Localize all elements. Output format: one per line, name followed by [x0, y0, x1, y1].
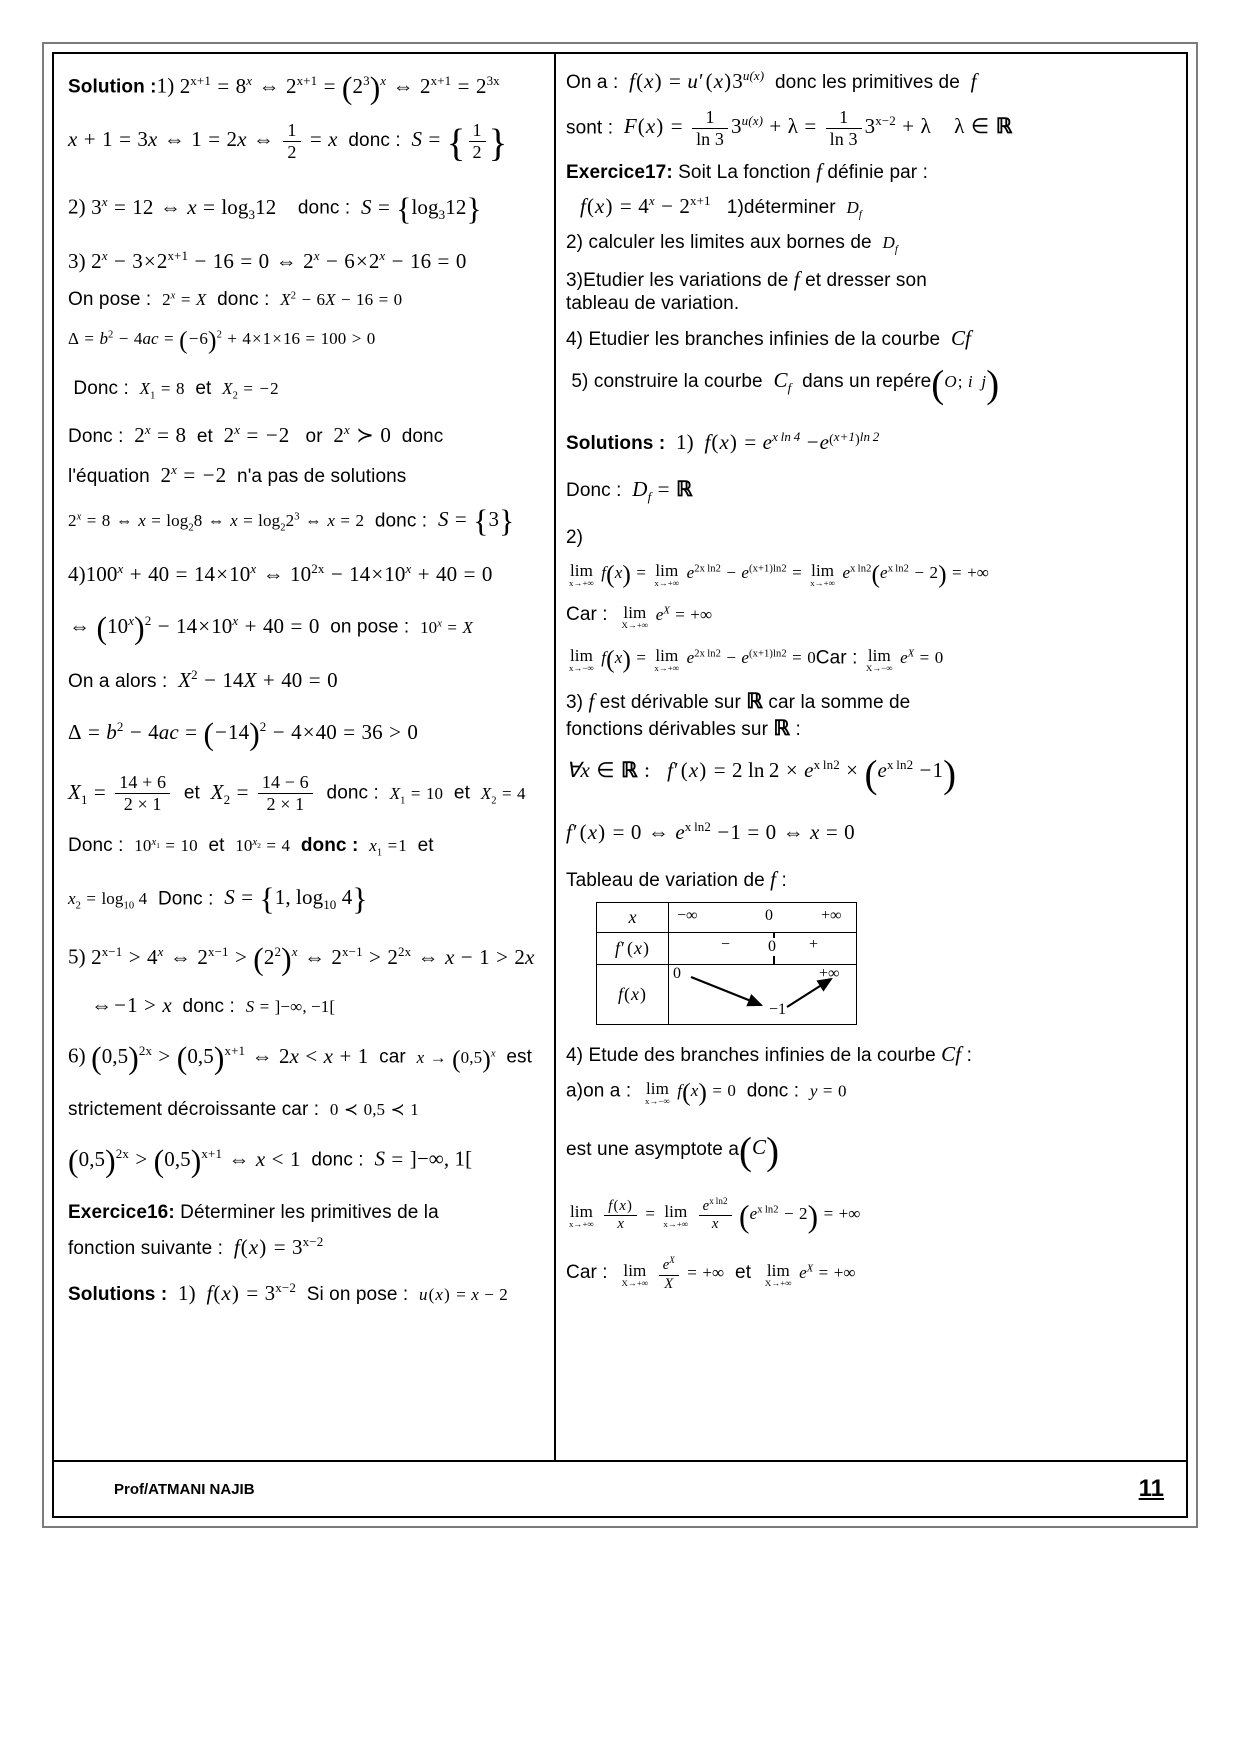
right-line-13: lim x→−∞ f(x) = lim x→+∞ $e^{2x ln2} - e^{(x+1)ln2} = 0Car$ : lim X→−∞ $e^X = 0$ [569, 644, 944, 674]
solution-line-15: $X_1$ = $\frac{14 + 6}{2 \times 1}$ et $X_2$ = $\frac{14 - 6}{2 \times 1}$ donc : $X_1 = 10$ et $X_2 = 4$ [68, 772, 526, 815]
right-item-2: 2) [566, 526, 584, 548]
arrow-increasing [787, 979, 831, 1007]
f-value-min: −1 [769, 1000, 787, 1018]
sign-zero: 0 [768, 937, 776, 955]
solution-line-21: strictement décroissante car : 0 ≺ 0,5 ≺ 1 [68, 1098, 419, 1120]
solution-line-2: x + 1 = 3x ⇔ 1 = 2x ⇔ $\frac{1}{2}$ = x donc : S = { $\frac{1}{2}$ } [68, 119, 508, 166]
variation-arrows-svg [669, 965, 857, 1025]
solutions-label-left: Solutions : [68, 1284, 168, 1306]
right-line-12: Car : lim X→+∞ $e^X$ = +∞ [566, 602, 713, 630]
right-line-4: 2) calculer les limites aux bornes de $D_f$ [566, 231, 898, 256]
right-line-15: ∀x ∈ ℝ : f′(x) = 2 $\ln 2 \times e^{x ln2} \times (e^{x ln2} -1)$ [566, 752, 957, 796]
arrow-decreasing [691, 977, 761, 1005]
solution-line-1: Solution :1) $2^{x+1} = 8^x$ ⇔ $2^{x+1} = (2^3)^x$ ⇔ $2^{x+1} = 2^{3x}$ [68, 70, 500, 105]
variation-row-function [597, 964, 857, 1024]
right-column [554, 54, 1186, 1460]
variation-arrows-row [669, 964, 857, 1024]
x-value-pos-inf: +∞ [821, 906, 842, 924]
exercice16-label: Exercice16: [68, 1201, 175, 1223]
x-value-zero: 0 [765, 906, 773, 924]
right-line-20: est une asymptote a(C) [566, 1130, 780, 1174]
variation-x-values [669, 902, 857, 932]
solution-line-3: 2) 3$^x$ = 12 ⇔ $x = \log_312$ donc : $S = \{\log_312\}$ [68, 190, 482, 226]
solution-line-23: fonction suivante : $f(x) = 3^{x-2}$ [68, 1233, 324, 1259]
right-line-8: Solutions : 1) $f(x) = e^{x ln 4} -e^{(x+1)ln 2}$ [566, 429, 880, 455]
two-column-layout [54, 54, 1186, 1460]
solution-line-7: Donc : $X_1 = 8$ et $X_2 = -2$ [68, 377, 279, 402]
solution-line-24: Solutions : 1) $f(x) = 3^{x-2}$ Si on pose : u(x) = x − 2 [68, 1280, 508, 1306]
sign-minus: − [721, 935, 731, 953]
solution-line-6: $\Delta = b^2 - 4ac = (-6)^2 + 4\times 1\times 16 = 100 > 0$ [68, 325, 376, 355]
right-line-9: Donc : $D_f$ = ℝ [566, 477, 693, 505]
solution-line-5: On pose : 2$^x$ = X donc : $X^2 - 6X - 16 = 0$ [68, 289, 403, 311]
solution-line-19: ⇔−1 > x donc : S = ]−∞, −1[ [91, 992, 336, 1017]
page-footer [54, 1460, 1186, 1516]
footer-author: Prof/ATMANI NAJIB [114, 1480, 255, 1498]
solution-line-17: $x_2 = \log_{10} 4$ Donc : S = {1, $\log_{10} 4$} [68, 881, 368, 917]
right-line-16: f′(x) = 0 ⇔ $e^{x ln2} -1 = 0$ ⇔ x = 0 [566, 819, 855, 845]
solution-line-14: $\Delta = b^2 - 4ac = (-14)^2 - 4\times 40 = 36 > 0$ [68, 715, 418, 751]
solution-line-4: 3) $2^x - 3\times 2^{x+1} - 16 = 0$ ⇔ $2^x - 6\times 2^x - 16 = 0$ [68, 248, 467, 274]
variation-row-x [597, 902, 857, 932]
right-line-3: $f(x) = 4^x - 2^{x+1}$ 1)déterminer $D_f$ [580, 193, 862, 221]
document-page [42, 42, 1198, 1528]
f-value-left: 0 [673, 964, 681, 982]
solution-line-9: l'équation 2$^x$ = −2 n'a pas de solutions [68, 461, 407, 487]
solution-line-8: Donc : 2$^x$ = 8 et 2$^x$ = −2 or 2$^x$ ≻ 0 donc [68, 422, 444, 448]
f-value-right: +∞ [819, 964, 840, 982]
solution-line-18: 5) $2^{x-1} > 4^x$ ⇔ $2^{x-1} > (2^2)^x$ ⇔ $2^{x-1} > 2^{2x}$ ⇔ x − 1 > 2x [68, 941, 535, 977]
variation-label-fprime: f′ (x) [597, 932, 669, 964]
sign-plus: + [809, 935, 819, 953]
solution-line-13: On a alors : $X^2 - 14X + 40 = 0$ [68, 667, 338, 693]
variation-label-x: x [597, 902, 669, 932]
solution-line-12: ⇔ $(10^x)^2 - 14\times 10^x + 40 = 0$ on pose : 10$^x$ = X [69, 609, 473, 645]
solution-line-16: Donc : $10^{x_1} = 10$ et $10^{x_2} = 4$ donc : $x_1 =1$ et [68, 835, 434, 859]
footer-page-number: 11 [1138, 1475, 1164, 1502]
right-line-11: lim x→+∞ f(x) = lim x→+∞ $e^{2x ln2} - e^{(x+1)ln2}$ = lim x→+∞ $e^{x ln2}(e^{x ln2} - 2)$ = +∞ [569, 559, 989, 589]
variation-label-f: f(x) [597, 964, 669, 1024]
right-line-5: 3)Etudier les variations de f et dresser son tableau de variation. [566, 266, 927, 315]
right-line-1: On a : $f(x) = u'(x)3^{u(x)}$ donc les primitives de f [566, 68, 977, 93]
solution-line-22: $(0,5)^{2x} > (0,5)^{x+1}$ ⇔ x < 1 donc : S = ]−∞, 1[ [68, 1143, 473, 1179]
right-line-6: 4) Etudier les branches infinies de la courbe Cf [566, 326, 971, 351]
variation-sign-row [669, 932, 857, 964]
variation-row-derivative [597, 932, 857, 964]
left-column [54, 54, 554, 1460]
solution-line-20: 6) $(0,5)^{2x} > (0,5)^{x+1}$ ⇔ 2x < x + 1 car $x \to (0,5)^x$ est [68, 1040, 533, 1076]
exercice17-label: Exercice17: [566, 161, 673, 183]
variation-table-container [596, 902, 1176, 1025]
right-line-7: 5) construire la courbe $C_f$ dans un repére(O; i j) [566, 362, 1000, 406]
right-line-17: Tableau de variation de f : [566, 867, 787, 892]
right-line-2: sont : F(x) = $\frac{1}{\ln 3}$ $3^{u(x)} + \lambda$ = $\frac{1}{\ln 3}$ $3^{x-2} + \lambda$ λ ∈ ℝ [566, 106, 1013, 149]
x-value-neg-inf: −∞ [677, 906, 698, 924]
variation-table [596, 902, 857, 1025]
right-line-10 [566, 526, 1176, 550]
right-line-14: 3) f est dérivable sur ℝ car la somme de fonctions dérivables sur ℝ : [566, 689, 911, 741]
right-line-21: lim x→+∞ $\frac{f(x)}{x}$ = lim x→+∞ $\frac{e^{x ln2}}{x}$ $(e^{x ln2} - 2)$ = +∞ [569, 1196, 861, 1235]
solutions-label-right: Solutions : [566, 433, 666, 455]
exercice16-text: Déterminer les primitives de la [180, 1201, 439, 1223]
exercice16-heading [68, 1201, 544, 1225]
right-line-19: a)on a : lim x→−∞ f(x) = 0 donc : y = 0 [566, 1077, 847, 1107]
solution-line-10: 2$^x$ = 8 ⇔ $x = \log_28$ ⇔ $x = \log_22^3$ ⇔ x = 2 donc : S = {3} [68, 503, 515, 539]
right-line-18: 4) Etude des branches infinies de la courbe Cf : [566, 1041, 972, 1066]
right-line-22: Car : lim X→+∞ $\frac{e^X}{X}$ = +∞ et lim X→+∞ $e^X$ = +∞ [566, 1255, 856, 1292]
solution-line-11: $4)100^x + 40 = 14\times 10^x$ ⇔ $10^{2x} - 14\times 10^x + 40 = 0$ [68, 561, 493, 587]
solution-label: Solution : [68, 76, 157, 98]
page-inner-border [52, 52, 1188, 1518]
exercice17-heading: Exercice17: Soit La fonction f définie par : [566, 158, 928, 183]
